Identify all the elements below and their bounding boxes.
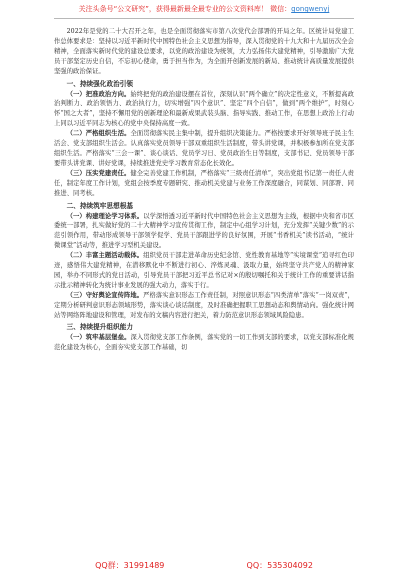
paragraph-lead: （三）压实党建责任。 bbox=[66, 169, 131, 177]
paragraph-lead: （一）把准政治方向。 bbox=[66, 90, 131, 98]
paragraph-lead: （二）丰富主题活动载体。 bbox=[66, 252, 144, 260]
body-paragraph bbox=[54, 251, 354, 291]
body-paragraph bbox=[54, 333, 354, 353]
paragraph-text: 以学深悟透习近平新时代中国特色社会主义思想为主线，根据中央和省市区委统一部署，扎实做好党的二十大精神学习宣传贯彻工作，制定中心组学习计划，充分发挥“关键少数”的示范引领作用，带动形成领导干部领学促学、党员干部跟进学的良好氛围，开展“书香机关”读书活动，“统计微课堂”活动等，推进学习型机关建设。 bbox=[54, 212, 354, 250]
paragraph-lead: （三）守好舆论宣传阵地。 bbox=[66, 291, 144, 299]
header-banner bbox=[0, 4, 408, 15]
body-paragraph bbox=[54, 90, 354, 130]
paragraph-lead: （一）构建理论学习体系。 bbox=[66, 212, 144, 220]
footer-qq-group: QQ群：31991489 bbox=[95, 561, 165, 570]
paragraph-text: 2022年是党的二十大召开之年，也是全面贯彻落实市第八次党代会部署的开局之年。区统计局党建工作总体要求是：坚持以习近平新时代中国特色社会主义思想为指导，深入贯彻党的十九大和十九届历次全会精神，全面落实新时代党的建设总要求，以党的政治建设为统领，大力弘扬伟大建党精神，引导激励广大党员干部坚定历史自信，不忘初心使命，勇于担当作为，为全面开创新发展的新局、推动统计高质量发展提供坚强的政治保证。 bbox=[54, 28, 354, 75]
header-divider bbox=[54, 18, 354, 19]
paragraph-lead: （一）筑牢基层堡垒。 bbox=[66, 334, 131, 342]
section-heading: 一、持续强化政治引领 bbox=[66, 79, 134, 88]
paragraph-text: 深入贯彻党支部工作条例，落实党的一切工作到支部的要求，以党支部标准化规范化建设为核心，全面夯实党支部工作基础，切 bbox=[54, 334, 355, 352]
document-body bbox=[54, 27, 354, 353]
paragraph-lead: （二）严格组织生活。 bbox=[66, 130, 131, 138]
footer-qq: QQ：535304092 bbox=[246, 561, 313, 570]
body-paragraph bbox=[54, 27, 354, 77]
paragraph-text: 严格落实意识形态工作责任制，对照意识形态“四类清单”落实“一岗双责”，定期分析研判意识形态领域形势，落实谈心谈话制度，及时准确把握职工思想动态和舆情动向。强化统计网站等网络阵地建设和管理，对发布的文稿内容进行把关，着力防范意识形态领域风险隐患。 bbox=[54, 291, 354, 319]
paragraph-text: 全面贯彻落实民主集中制，提升组织决策能力。严格按要求开好领导班子民主生活会、党支部组织生活会。认真落实党员领导干部双重组织生活制度，带头讲党课，并积极参加所在党支部组织生活。严格落实“三会一课”、谈心谈话、党员学习日、党员政治生日等制度，支部书记、党员领导干部要带头讲党课、讲好党课，持续推进党史学习教育常态化长效化。 bbox=[54, 130, 355, 167]
footer-contact bbox=[54, 560, 354, 572]
section-heading: 三、持续提升组织能力 bbox=[66, 323, 134, 332]
paragraph-text: 健全完善党建工作机制，严格落实“三级责任清单”，突出党组书记第一责任人责任，制定年度工作计划，党组会按季度专题研究、推动机关党建与业务工作深度融合，同谋划、同部署、同推进、同考核。 bbox=[54, 169, 354, 197]
body-paragraph bbox=[54, 169, 354, 199]
body-paragraph bbox=[54, 291, 354, 321]
body-paragraph bbox=[54, 129, 354, 169]
section-heading: 二、持续筑牢思想根基 bbox=[66, 201, 134, 210]
paragraph-text: 组织党员干部走进革命历史纪念馆、党性教育基地等“实境课堂”追寻红色印迹，感悟伟大建党精神，在潜移默化中不断进行初心、淬炼灵魂、汲取力量，始终坚守共产党人的精神家园，举办不同形式的党日活动，引导党员干部把习近平总书记对×的殷切嘱托和关于统计工作的重要讲话指示批示精神转化为统计事业发展的强大动力，落实于行。 bbox=[54, 252, 354, 289]
wechat-id-link[interactable]: gongwenyj bbox=[291, 5, 330, 13]
banner-text: 关注头条号“公文研究”，获得最新最全最专业的公文资料库！ 微信： bbox=[78, 5, 292, 13]
paragraph-text: 始终把党的政治建设摆在首位，深刻认识“两个确立”的决定性意义，不断提高政治判断力、政治领悟力、政治执行力，切实增强“四个意识”、坚定“四个自信”，做到“两个维护”，时刻心怀“国之大者”，坚持不懈用党的创新理论和最新成果武装头脑、指导实践、推动工作，在思想上政治上行动上同以习近平同志为核心的党中央保持高度一致。 bbox=[54, 90, 354, 128]
body-paragraph bbox=[54, 212, 354, 252]
